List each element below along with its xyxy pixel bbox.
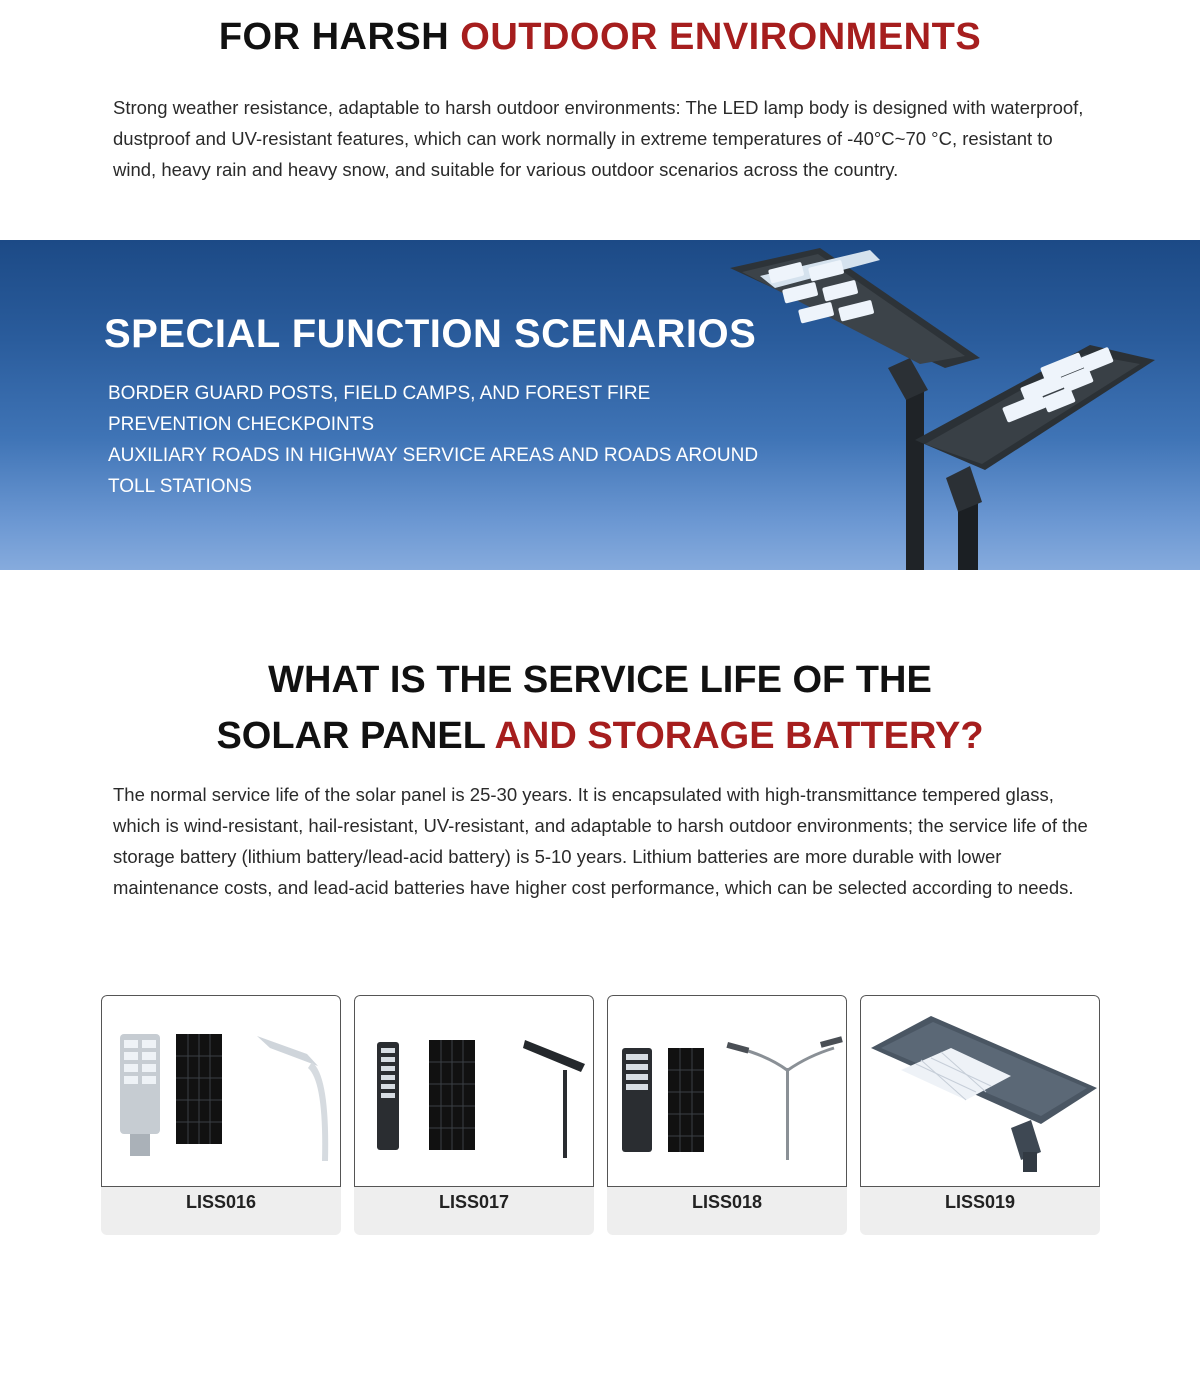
banner-title: SPECIAL FUNCTION SCENARIOS <box>104 312 757 356</box>
harsh-environment-description: Strong weather resistance, adaptable to harsh outdoor environments: The LED lamp body is designed with waterproof, dustproof and UV-resistant features, which can work normally in extreme temperatures of -40°C~70 °C, resistant to wind, heavy rain and heavy snow, and suitable for various outdoor scenarios across the country. <box>113 97 1084 180</box>
harsh-environment-section <box>0 0 1200 240</box>
service-life-description: The normal service life of the solar panel is 25-30 years. It is encapsulated with high-transmittance tempered glass, which is wind-resistant, hail-resistant, UV-resistant, and adaptable to harsh outdoor environments; the service life of the storage battery (lithium battery/lead-acid battery) is 5-10 years. Lithium batteries are more durable with lower maintenance costs, and lead-acid batteries have higher cost performance, which can be selected according to needs. <box>113 784 1088 898</box>
title-accent-text: OUTDOOR ENVIRONMENTS <box>460 16 982 58</box>
harsh-environment-title <box>0 16 1200 59</box>
scenario-item: BORDER GUARD POSTS, FIELD CAMPS, AND FOREST FIRE PREVENTION CHECKPOINTS <box>108 383 651 435</box>
product-card-liss019[interactable] <box>860 995 1100 1235</box>
product-code[interactable]: LISS018 <box>691 1192 763 1212</box>
product-card-liss016[interactable] <box>101 995 341 1235</box>
product-card-liss018[interactable] <box>607 995 847 1235</box>
street-lamps-illustration <box>720 240 1200 570</box>
black-solar-street-light-icon <box>355 996 593 1186</box>
product-code[interactable]: LISS019 <box>944 1192 1016 1212</box>
service-life-title <box>0 652 1200 764</box>
title-line-2-plain: SOLAR PANEL <box>216 715 495 757</box>
product-image[interactable] <box>101 995 341 1187</box>
product-image[interactable] <box>860 995 1100 1187</box>
product-code[interactable]: LISS016 <box>185 1192 257 1212</box>
product-image[interactable] <box>354 995 594 1187</box>
special-scenarios-banner <box>0 240 1200 570</box>
product-card-liss017[interactable] <box>354 995 594 1235</box>
title-line-1: WHAT IS THE SERVICE LIFE OF THE <box>268 659 932 701</box>
scenario-item: AUXILIARY ROADS IN HIGHWAY SERVICE AREAS AND ROADS AROUND TOLL STATIONS <box>108 445 759 497</box>
title-plain-text: FOR HARSH <box>218 16 461 58</box>
product-grid <box>101 995 1100 1235</box>
double-arm-solar-street-light-icon <box>608 996 846 1186</box>
product-code[interactable]: LISS017 <box>438 1192 510 1212</box>
title-line-2-accent: AND STORAGE BATTERY? <box>494 715 984 757</box>
product-image[interactable] <box>607 995 847 1187</box>
scenario-list <box>108 378 768 502</box>
silver-solar-street-light-icon <box>102 996 340 1186</box>
integrated-solar-street-light-icon <box>861 996 1099 1186</box>
